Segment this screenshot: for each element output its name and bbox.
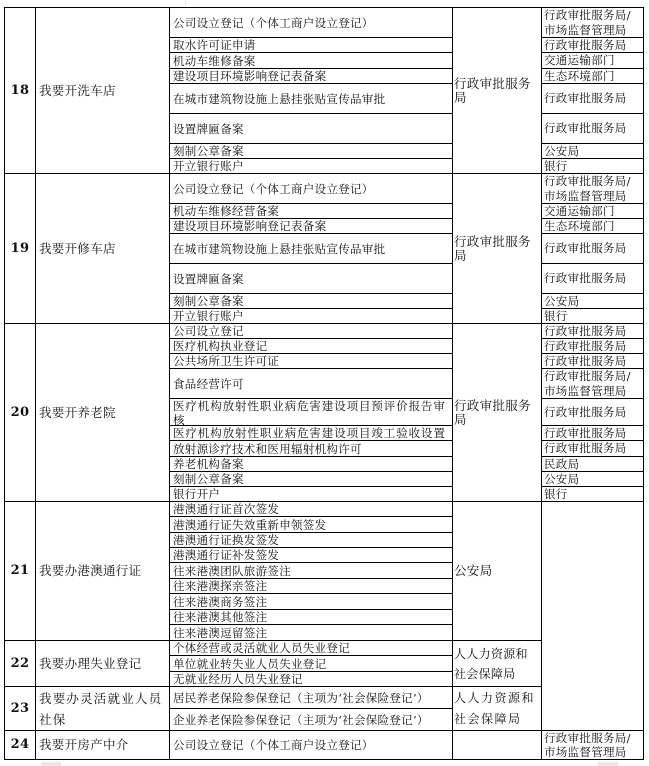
row-number: 21 [4, 501, 36, 641]
unit-cell: 行政审批服务局 [541, 113, 644, 144]
row-number: 22 [4, 640, 36, 687]
page-edge-mark [185, 0, 186, 6]
item-cell: 公共场所卫生许可证 [169, 353, 453, 369]
item-cell: 港澳通行证换发签发 [169, 532, 453, 548]
row-number: 20 [4, 323, 36, 502]
unit-cell: 民政局 [541, 456, 644, 472]
unit-cell: 行政审批服务局/市场监督管理局 [541, 730, 644, 760]
unit-cell: 行政审批服务局 [541, 353, 644, 369]
item-cell: 设置牌匾备案 [169, 263, 453, 294]
item-cell: 往来港澳团队旅游签注 [169, 562, 453, 579]
item-cell: 医疗机构执业登记 [169, 338, 453, 354]
item-cell: 往来港澳探亲签注 [169, 578, 453, 594]
service-name: 我要办港澳通行证 [35, 501, 170, 641]
service-name: 我要开洗车店 [35, 7, 170, 174]
unit-cell: 交通运输部门 [541, 203, 644, 219]
unit-cell: 银行 [541, 486, 644, 502]
department-cell: 行政审批服务局 [452, 7, 542, 174]
item-cell: 无就业经历人员失业登记 [169, 671, 453, 687]
item-cell: 放射源诊疗技术和医用辐射机构许可 [169, 440, 453, 457]
unit-cell: 行政审批服务局 [541, 263, 644, 294]
unit-cell: 行政审批服务局 [541, 338, 644, 354]
row-number: 19 [4, 173, 36, 324]
item-cell: 企业养老保险参保登记（主项为‘社会保险登记’） [169, 708, 453, 731]
item-cell: 公司设立登记（个体工商户设立登记） [169, 7, 453, 38]
item-cell: 医疗机构放射性职业病危害建设项目竣工验收设置 [169, 425, 453, 441]
item-cell: 往来港澳其他签注 [169, 609, 453, 625]
row-number: 23 [4, 686, 36, 731]
unit-cell: 公安局 [541, 293, 644, 309]
item-cell: 公司设立登记 [169, 323, 453, 339]
service-name: 我要开修车店 [35, 173, 170, 324]
unit-cell: 生态环境部门 [541, 68, 644, 84]
item-cell: 机动车维修备案 [169, 52, 453, 69]
item-cell: 开立银行账户 [169, 158, 453, 174]
item-cell: 取水许可证申请 [169, 37, 453, 53]
unit-cell: 生态环境部门 [541, 218, 644, 234]
unit-cell: 银行 [541, 308, 644, 324]
item-cell: 港澳通行证首次签发 [169, 501, 453, 517]
row-number: 18 [4, 7, 36, 174]
unit-cell: 行政审批服务局/市场监督管理局 [541, 368, 644, 399]
unit-cell: 行政审批服务局 [541, 440, 644, 457]
item-cell: 刻制公章备案 [169, 471, 453, 487]
unit-cell: 行政审批服务局/市场监督管理局 [541, 7, 644, 38]
item-cell: 往来港澳商务签注 [169, 593, 453, 610]
item-cell: 银行开户 [169, 486, 453, 502]
row-number: 24 [4, 730, 36, 760]
unit-cell: 行政审批服务局 [541, 398, 644, 426]
unit-cell: 交通运输部门 [541, 52, 644, 69]
unit-cell: 银行 [541, 158, 644, 174]
unit-cell: 公安局 [541, 143, 644, 159]
item-cell: 建设项目环境影响登记表备案 [169, 68, 453, 84]
unit-cell-empty [541, 501, 644, 731]
unit-cell: 行政审批服务局 [541, 323, 644, 339]
service-name: 我要办灵活就业人员社保 [35, 686, 170, 731]
item-cell: 单位就业转失业人员失业登记 [169, 655, 453, 672]
service-name: 我要办理失业登记 [35, 640, 170, 687]
item-cell: 在城市建筑物设施上悬挂张贴宣传品审批 [169, 83, 453, 114]
page-edge-mark [41, 762, 61, 766]
item-cell: 食品经营许可 [169, 368, 453, 399]
item-cell: 居民养老保险参保登记（主项为‘社会保险登记’） [169, 686, 453, 709]
item-cell: 公司设立登记（个体工商户设立登记） [169, 730, 453, 760]
department-cell [452, 730, 542, 760]
item-cell: 建设项目环境影响登记表备案 [169, 218, 453, 234]
item-cell: 刻制公章备案 [169, 293, 453, 309]
item-cell: 养老机构备案 [169, 456, 453, 472]
page-edge-mark [598, 762, 618, 766]
service-name: 我要开养老院 [35, 323, 170, 502]
item-cell: 往来港澳逗留签注 [169, 624, 453, 641]
item-cell: 机动车维修经营备案 [169, 203, 453, 219]
item-cell: 设置牌匾备案 [169, 113, 453, 144]
department-cell: 行政审批服务局 [452, 173, 542, 324]
unit-cell: 行政审批服务局 [541, 425, 644, 441]
item-cell: 医疗机构放射性职业病危害建设项目预评价报告审核 [169, 398, 453, 426]
service-name: 我要开房产中介 [35, 730, 170, 760]
unit-cell: 行政审批服务局 [541, 37, 644, 53]
department-cell: 行政审批服务局 [452, 323, 542, 502]
unit-cell: 行政审批服务局/市场监督管理局 [541, 173, 644, 204]
department-cell: 人人力资源和社会保障局 [452, 686, 542, 731]
unit-cell: 公安局 [541, 471, 644, 487]
item-cell: 港澳通行证失效重新申领签发 [169, 516, 453, 533]
unit-cell: 行政审批服务局 [541, 233, 644, 264]
department-cell: 公安局 [452, 501, 542, 641]
item-cell: 在城市建筑物设施上悬挂张贴宣传品审批 [169, 233, 453, 264]
item-cell: 个体经营或灵活就业人员失业登记 [169, 640, 453, 656]
unit-cell: 行政审批服务局 [541, 83, 644, 114]
item-cell: 公司设立登记（个体工商户设立登记） [169, 173, 453, 204]
department-cell: 人人力资源和社会保障局 [452, 640, 542, 687]
item-cell: 港澳通行证补发签发 [169, 547, 453, 563]
item-cell: 刻制公章备案 [169, 143, 453, 159]
item-cell: 开立银行账户 [169, 308, 453, 324]
